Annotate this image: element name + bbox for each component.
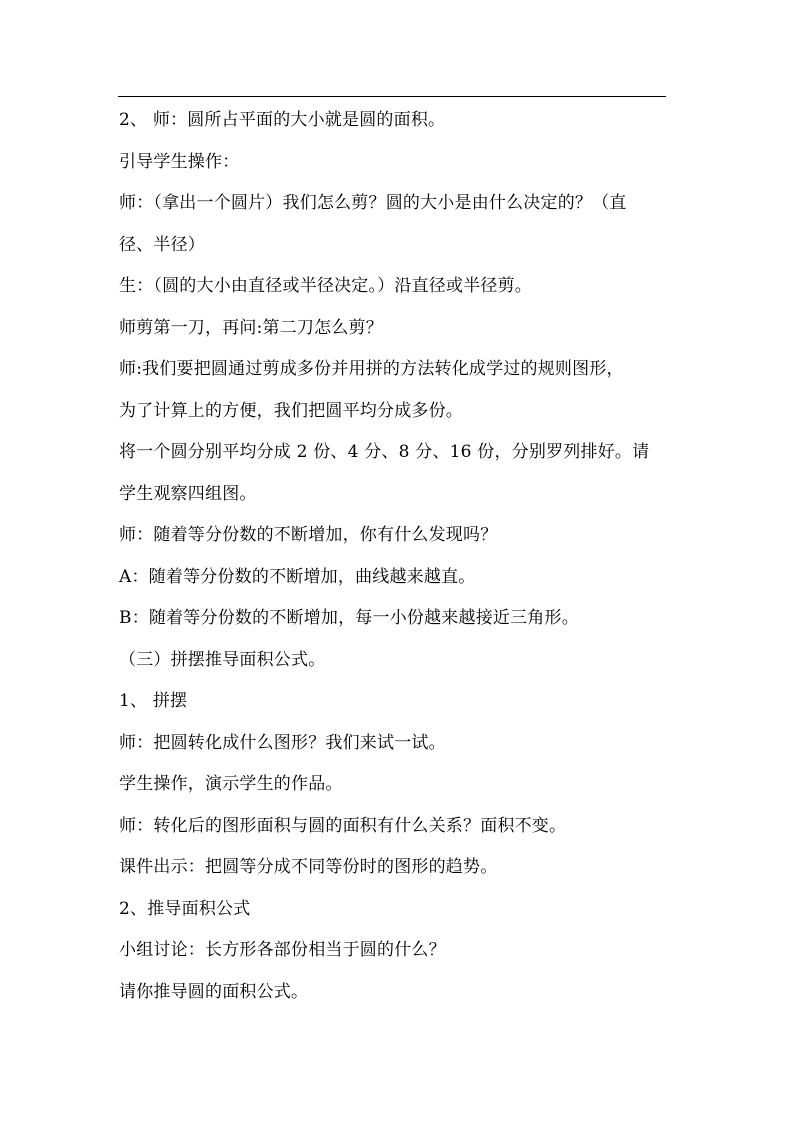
text-line: 引导学生操作： [119,151,240,172]
text-line: B：随着等分份数的不断增加，每一小份越来越接近三角形。 [119,608,579,628]
text-line: A：随着等分份数的不断增加，曲线越来越直。 [119,566,476,587]
text-line: 为了计算上的方便，我们把圆平均分成多份。 [119,400,463,421]
text-line: 将一个圆分别平均分成 2 份、4 分、8 分、16 份，分别罗列排好。请 [119,442,650,462]
text-line: 师：（拿出一个圆片）我们怎么剪？圆的大小是由什么决定的？（直 [119,193,627,213]
text-line: 小组讨论：长方形各部份相当于圆的什么？ [119,940,446,960]
text-line: 学生观察四组图。 [119,483,257,504]
section-heading: （三）拼摆推导面积公式。 [119,649,326,670]
text-line: 师:我们要把圆通过剪成多份并用拼的方法转化成学过的规则图形， [119,359,624,379]
text-line: 生：（圆的大小由直径或半径决定。）沿直径或半径剪。 [119,276,532,296]
text-line: 2、 师：圆所占平面的大小就是圆的面积。 [119,110,446,130]
text-line: 师：随着等分份数的不断增加，你有什么发现吗？ [119,525,498,545]
document-body [119,100,679,1013]
text-line: 师：转化后的图形面积与圆的面积有什么关系？面积不变。 [119,815,567,836]
text-line: 径、半径） [119,234,205,255]
text-line: 2、推导面积公式 [119,898,251,919]
text-line: 学生操作，演示学生的作品。 [119,774,343,794]
text-line: 1、 拼摆 [119,691,188,711]
text-line: 请你推导圆的面积公式。 [119,981,309,1002]
text-line: 师：把圆转化成什么图形？我们来试一试。 [119,732,446,753]
header-rule [118,96,666,97]
text-line: 师剪第一刀，再问:第二刀怎么剪？ [119,317,383,338]
text-line: 课件出示：把圆等分成不同等份时的图形的趋势。 [119,857,498,877]
